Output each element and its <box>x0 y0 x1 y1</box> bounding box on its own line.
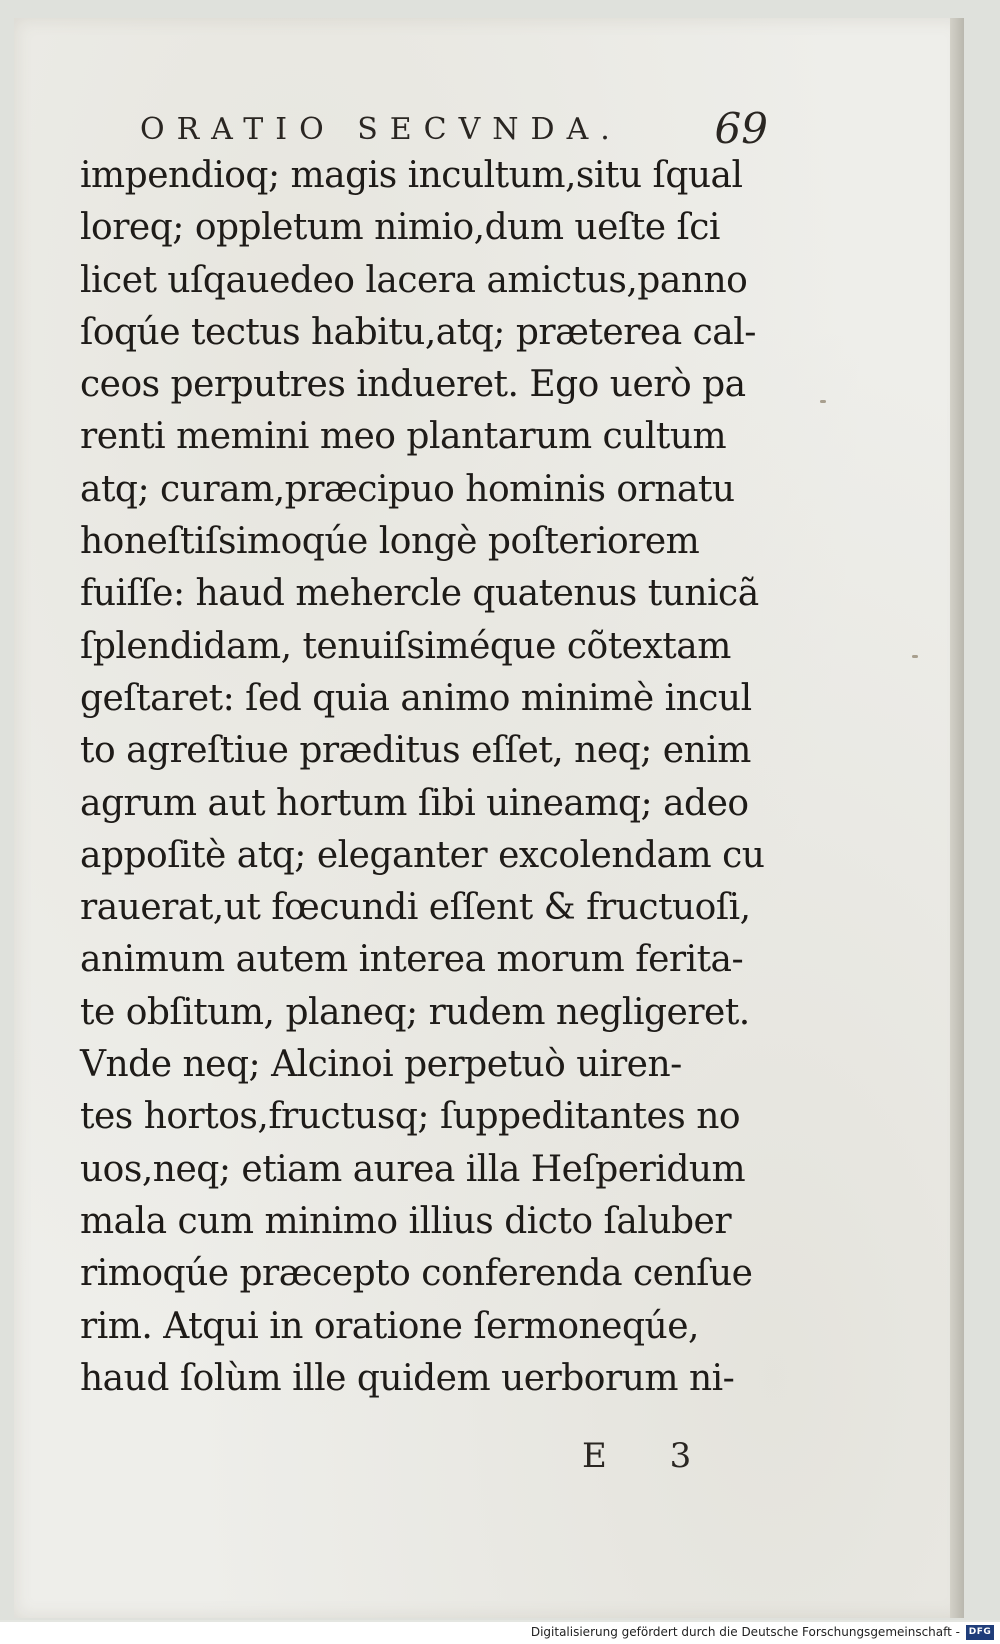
text-line: rauerat,ut fœcundi eſſent & fructuoſi, <box>80 887 751 929</box>
text-line: tes hortos,fructusq; ſuppeditantes no <box>80 1096 741 1138</box>
footer-credit: Digitalisierung gefördert durch die Deutsche Forschungsgemeinschaft - <box>530 1625 960 1639</box>
text-line: agrum aut hortum ſibi uineamq; adeo <box>80 782 749 824</box>
text-line: impendioq; magis incultum,situ ſqual <box>80 155 743 196</box>
text-line: appoſitè atq; eleganter excolendam cu <box>80 834 765 876</box>
text-line: te obſitum, planeq; rudem negligeret. <box>80 991 750 1033</box>
text-line: ſoqúe tectus habitu,atq; præterea cal- <box>80 311 756 353</box>
text-line: ſplendidam, tenuiſsiméque cõtextam <box>80 625 731 667</box>
text-line: rimoqúe præcepto conferenda cenſue <box>80 1253 753 1295</box>
signature-mark: E 3 <box>582 1436 718 1476</box>
text-line: Vnde neq; Alcinoi perpetuò uiren- <box>80 1044 682 1086</box>
text-line: rim. Atqui in oratione ſermoneqúe, <box>80 1305 699 1347</box>
text-line: fuiſſe: haud mehercle quatenus tunicã <box>80 573 759 615</box>
text-block <box>80 150 800 1405</box>
text-line: licet uſqauedeo lacera amictus,panno <box>80 259 748 301</box>
text-line: atq; curam,præcipuo hominis ornatu <box>80 468 735 510</box>
folio-number: 69 <box>714 104 768 153</box>
text-line: uos,neq; etiam aurea illa Heſperidum <box>80 1148 746 1190</box>
text-line: animum autem interea morum ferita- <box>80 939 744 981</box>
text-line: ceos perputres indueret. Ego uerò pa <box>80 364 746 406</box>
running-head <box>128 104 778 154</box>
running-title: ORATIO SECVNDA. <box>140 112 622 147</box>
paper-speck <box>820 400 826 403</box>
paper-speck <box>912 655 918 658</box>
text-line: honeſtiſsimoqúe longè poſteriorem <box>80 521 700 563</box>
text-line: mala cum minimo illius dicto ſaluber <box>80 1200 732 1242</box>
text-line: renti memini meo plantarum cultum <box>80 416 727 458</box>
dfg-logo-icon: DFG <box>966 1625 994 1640</box>
text-line: haud ſolùm ille quidem uerborum ni- <box>80 1357 735 1399</box>
text-line: to agreſtiue præditus eſſet, neq; enim <box>80 730 751 772</box>
footer-bar <box>0 1622 1000 1644</box>
text-line: geſtaret: ſed quia animo minimè incul <box>80 677 752 719</box>
page-edge <box>950 18 964 1618</box>
text-line: loreq; oppletum nimio,dum ueſte ſci <box>80 207 720 249</box>
